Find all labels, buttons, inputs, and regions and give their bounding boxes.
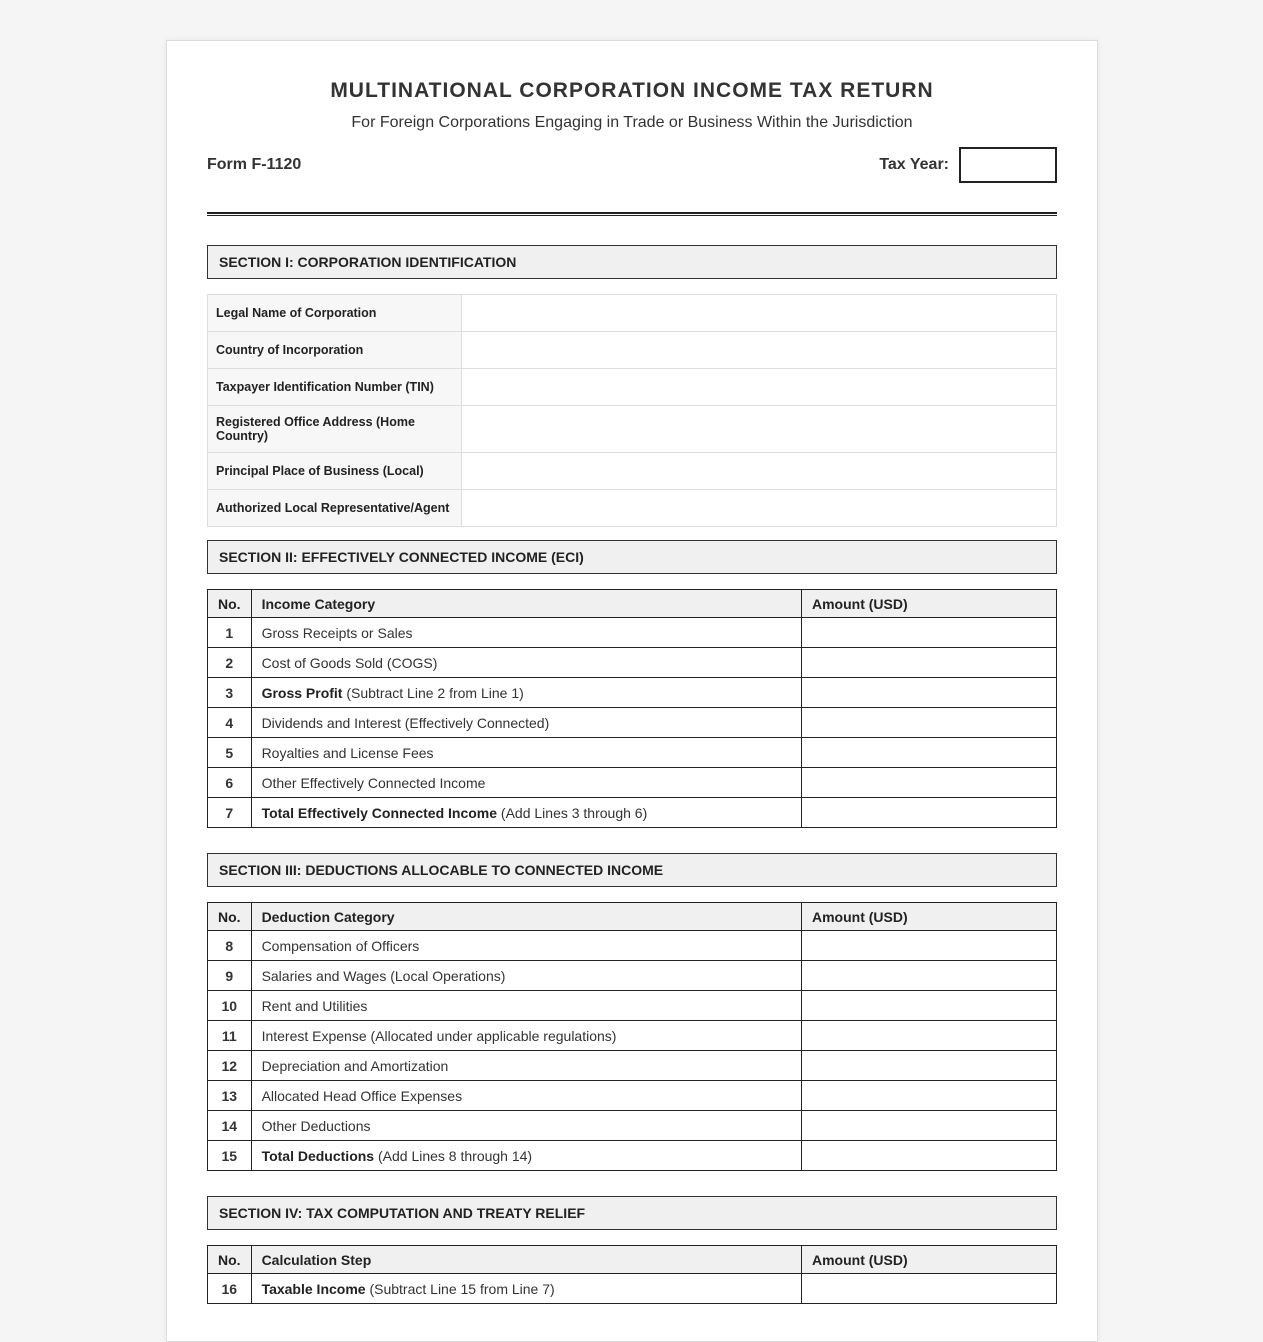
col-header-amount: Amount (USD) [802, 1246, 1057, 1274]
registered-office-field[interactable] [462, 406, 1057, 453]
amount-field[interactable] [802, 798, 1057, 828]
id-row [208, 295, 1057, 332]
line-description [251, 961, 801, 991]
line-number: 3 [208, 678, 252, 708]
amount-field[interactable] [802, 708, 1057, 738]
table-header-row [208, 903, 1057, 931]
id-row [208, 369, 1057, 406]
id-label: Legal Name of Corporation [208, 295, 462, 332]
line-description [251, 738, 801, 768]
line-item-row [208, 618, 1057, 648]
line-number: 8 [208, 931, 252, 961]
line-description [251, 798, 801, 828]
line-description [251, 1021, 801, 1051]
amount-field[interactable] [802, 648, 1057, 678]
line-description [251, 768, 801, 798]
line-number: 5 [208, 738, 252, 768]
line-description [251, 1274, 801, 1304]
line-description-text: Compensation of Officers [261, 937, 420, 954]
amount-field[interactable] [802, 768, 1057, 798]
line-description [251, 931, 801, 961]
id-label: Principal Place of Business (Local) [208, 453, 462, 490]
line-number: 16 [208, 1274, 252, 1304]
line-description-text: Gross Receipts or Sales [261, 624, 413, 641]
section-2-heading: SECTION II: EFFECTIVELY CONNECTED INCOME (ECI) [207, 540, 1057, 574]
section-3-heading: SECTION III: DEDUCTIONS ALLOCABLE TO CONNECTED INCOME [207, 853, 1057, 887]
id-label: Registered Office Address (Home Country) [208, 406, 462, 453]
line-number: 6 [208, 768, 252, 798]
line-description-bold: Gross Profit [261, 684, 343, 701]
line-item-row [208, 648, 1057, 678]
line-description [251, 1111, 801, 1141]
col-header-no: No. [208, 590, 252, 618]
line-number: 13 [208, 1081, 252, 1111]
line-item-row [208, 708, 1057, 738]
id-row [208, 453, 1057, 490]
line-description [251, 648, 801, 678]
form-number: Form F-1120 [207, 156, 302, 173]
table-header-row [208, 1246, 1057, 1274]
amount-field[interactable] [802, 618, 1057, 648]
line-description-text: (Subtract Line 2 from Line 1) [342, 684, 524, 701]
line-description-text: Salaries and Wages (Local Operations) [261, 967, 506, 984]
line-item-row [208, 961, 1057, 991]
deductions-table [207, 902, 1057, 1171]
identification-table [207, 294, 1057, 527]
amount-field[interactable] [802, 931, 1057, 961]
amount-field[interactable] [802, 738, 1057, 768]
tax-year-label: Tax Year: [879, 156, 949, 173]
line-description-text: (Add Lines 8 through 14) [374, 1147, 533, 1164]
id-label: Authorized Local Representative/Agent [208, 490, 462, 527]
line-item-row [208, 1051, 1057, 1081]
line-description-text: Depreciation and Amortization [261, 1057, 449, 1074]
line-description-text: Cost of Goods Sold (COGS) [261, 654, 438, 671]
amount-field[interactable] [802, 1081, 1057, 1111]
line-description-text: Interest Expense (Allocated under applicable regulations) [261, 1027, 617, 1044]
line-description-bold: Total Effectively Connected Income [261, 804, 498, 821]
line-description [251, 678, 801, 708]
col-header-no: No. [208, 903, 252, 931]
line-description-text: Rent and Utilities [261, 997, 368, 1014]
col-header-no: No. [208, 1246, 252, 1274]
line-item-row [208, 1141, 1057, 1171]
id-label: Taxpayer Identification Number (TIN) [208, 369, 462, 406]
line-number: 10 [208, 991, 252, 1021]
form-title: MULTINATIONAL CORPORATION INCOME TAX RETURN [330, 79, 934, 102]
header-divider [207, 212, 1057, 216]
line-number: 1 [208, 618, 252, 648]
line-number: 2 [208, 648, 252, 678]
line-description [251, 618, 801, 648]
table-header-row [208, 590, 1057, 618]
line-item-row [208, 931, 1057, 961]
line-number: 9 [208, 961, 252, 991]
amount-field[interactable] [802, 1051, 1057, 1081]
line-item-row [208, 1081, 1057, 1111]
col-header-amount: Amount (USD) [802, 590, 1057, 618]
col-header-category: Deduction Category [251, 903, 801, 931]
line-description-text: Other Deductions [261, 1117, 371, 1134]
line-item-row [208, 798, 1057, 828]
country-of-incorporation-field[interactable] [462, 332, 1057, 369]
line-item-row [208, 1111, 1057, 1141]
line-description-text: Royalties and License Fees [261, 744, 434, 761]
tax-computation-table [207, 1245, 1057, 1304]
col-header-category: Calculation Step [251, 1246, 801, 1274]
line-description-text: Dividends and Interest (Effectively Connected) [261, 714, 550, 731]
amount-field[interactable] [802, 1021, 1057, 1051]
income-table [207, 589, 1057, 828]
line-number: 4 [208, 708, 252, 738]
representative-field[interactable] [462, 490, 1057, 527]
line-item-row [208, 768, 1057, 798]
line-number: 14 [208, 1111, 252, 1141]
line-description [251, 1141, 801, 1171]
line-description-text: Other Effectively Connected Income [261, 774, 486, 791]
line-item-row [208, 678, 1057, 708]
amount-field[interactable] [802, 1111, 1057, 1141]
id-label: Country of Incorporation [208, 332, 462, 369]
line-description-bold: Total Deductions [261, 1147, 375, 1164]
tin-field[interactable] [462, 369, 1057, 406]
col-header-amount: Amount (USD) [802, 903, 1057, 931]
amount-field[interactable] [802, 1141, 1057, 1171]
amount-field[interactable] [802, 961, 1057, 991]
line-number: 15 [208, 1141, 252, 1171]
line-description-bold: Taxable Income [261, 1280, 366, 1297]
line-description-text: (Subtract Line 15 from Line 7) [365, 1280, 555, 1297]
section-1-heading: SECTION I: CORPORATION IDENTIFICATION [207, 245, 1057, 279]
line-description [251, 1051, 801, 1081]
id-row [208, 490, 1057, 527]
id-row [208, 406, 1057, 453]
amount-field[interactable] [802, 678, 1057, 708]
line-description [251, 991, 801, 1021]
form-subtitle: For Foreign Corporations Engaging in Trade or Business Within the Jurisdiction [351, 114, 913, 131]
tax-year-field[interactable] [959, 147, 1057, 183]
line-description [251, 1081, 801, 1111]
line-item-row [208, 991, 1057, 1021]
amount-field[interactable] [802, 991, 1057, 1021]
col-header-category: Income Category [251, 590, 801, 618]
line-description-text: Allocated Head Office Expenses [261, 1087, 463, 1104]
line-description [251, 708, 801, 738]
amount-field[interactable] [802, 1274, 1057, 1304]
principal-place-field[interactable] [462, 453, 1057, 490]
line-item-row [208, 1274, 1057, 1304]
line-description-text: (Add Lines 3 through 6) [497, 804, 648, 821]
legal-name-field[interactable] [462, 295, 1057, 332]
line-number: 11 [208, 1021, 252, 1051]
section-4-heading: SECTION IV: TAX COMPUTATION AND TREATY RELIEF [207, 1196, 1057, 1230]
id-row [208, 332, 1057, 369]
form-page [166, 40, 1098, 1342]
line-item-row [208, 738, 1057, 768]
line-item-row [208, 1021, 1057, 1051]
line-number: 12 [208, 1051, 252, 1081]
line-number: 7 [208, 798, 252, 828]
